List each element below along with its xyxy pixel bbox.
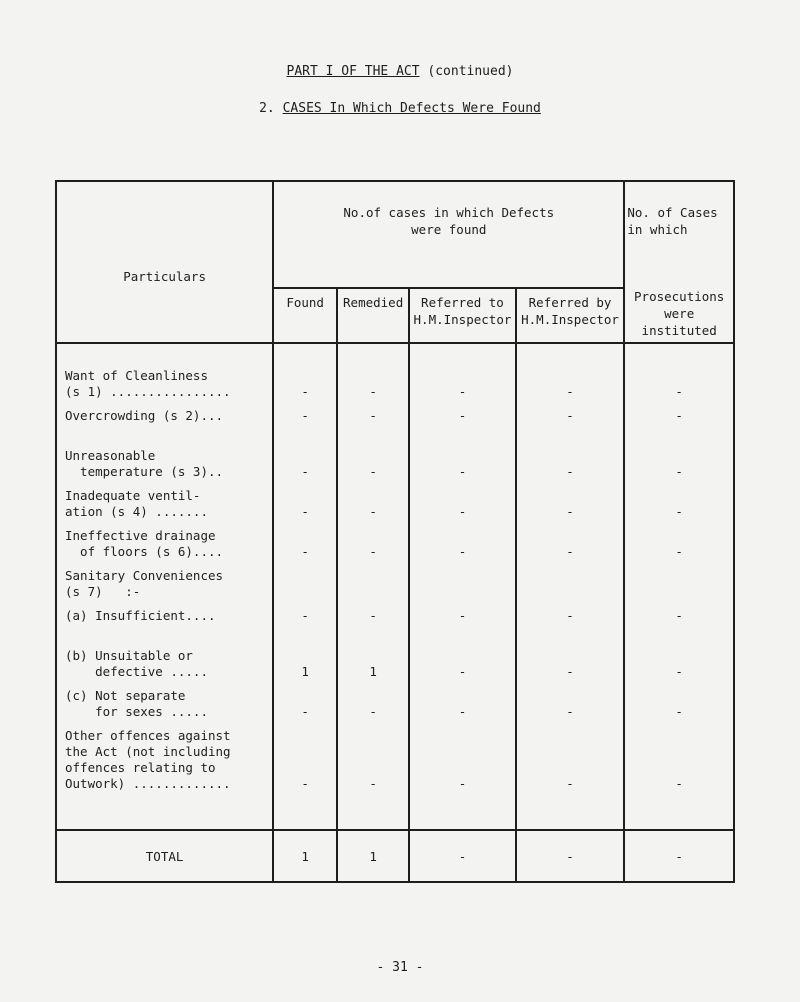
subheader-remedied bbox=[337, 288, 409, 343]
cell-prosecutions: - bbox=[675, 664, 683, 679]
subheader-referred-to bbox=[409, 288, 516, 343]
defects-table bbox=[55, 180, 735, 883]
cell-referred-to: - bbox=[458, 504, 467, 519]
cell-referred-by: - bbox=[566, 384, 574, 399]
cell-referred-to: - bbox=[458, 704, 467, 719]
particulars-line: defective ..... bbox=[65, 664, 208, 679]
remedied-column bbox=[337, 343, 409, 830]
subheader-found-label: Found bbox=[286, 295, 324, 310]
cell-found: - bbox=[301, 464, 309, 479]
cell-prosecutions: - bbox=[675, 608, 683, 623]
cell-found: - bbox=[301, 776, 309, 791]
header-prosecutions-line1: No. of Cases bbox=[627, 205, 718, 220]
cell-remedied: - bbox=[369, 464, 377, 479]
header-prosecutions bbox=[624, 181, 734, 288]
cell-remedied: - bbox=[369, 408, 377, 423]
cell-remedied: - bbox=[369, 776, 377, 791]
cell-referred-by: - bbox=[566, 608, 574, 623]
section-title-text: CASES In Which Defects Were Found bbox=[282, 101, 541, 116]
cell-remedied: - bbox=[369, 704, 377, 719]
header-particulars-label: Particulars bbox=[123, 268, 206, 284]
header-cases-line1: No.of cases in which Defects bbox=[343, 205, 555, 220]
subheader-prosecutions-line1: Prosecutions bbox=[634, 289, 725, 304]
page-number: - 31 - bbox=[376, 960, 424, 975]
subheader-found bbox=[273, 288, 337, 343]
cell-found: - bbox=[301, 544, 309, 559]
particulars-line: (c) Not separate bbox=[65, 688, 186, 703]
particulars-line: Outwork) ............. bbox=[65, 776, 231, 791]
cell-referred-by: - bbox=[566, 776, 574, 791]
particulars-line: Unreasonable bbox=[65, 448, 156, 463]
cell-referred-to: - bbox=[458, 776, 467, 791]
particulars-line: Want of Cleanliness bbox=[65, 368, 208, 383]
total-prosecutions: - bbox=[624, 830, 734, 882]
particulars-line: Overcrowding (s 2)... bbox=[65, 408, 224, 423]
cell-prosecutions: - bbox=[675, 464, 683, 479]
particulars-line: (a) Insufficient.... bbox=[65, 608, 216, 623]
total-remedied: 1 bbox=[337, 830, 409, 882]
particulars-line: Ineffective drainage bbox=[65, 528, 216, 543]
cell-remedied: - bbox=[369, 608, 377, 623]
particulars-line: the Act (not including bbox=[65, 744, 231, 759]
cell-found: - bbox=[301, 608, 309, 623]
total-row bbox=[56, 830, 734, 882]
subheader-referred-by bbox=[516, 288, 625, 343]
particulars-line: offences relating to bbox=[65, 760, 216, 775]
found-column bbox=[273, 343, 337, 830]
cell-prosecutions: - bbox=[675, 704, 683, 719]
particulars-line: Sanitary Conveniences bbox=[65, 568, 224, 583]
cell-remedied: 1 bbox=[369, 664, 377, 679]
cell-remedied: - bbox=[369, 504, 377, 519]
cell-found: - bbox=[301, 408, 309, 423]
prosecutions-column bbox=[624, 343, 734, 830]
cell-found: 1 bbox=[301, 664, 309, 679]
subheader-referred-by-line1: Referred by bbox=[528, 295, 612, 310]
subheader-remedied-label: Remedied bbox=[343, 295, 404, 310]
cell-referred-to: - bbox=[458, 608, 467, 623]
cell-prosecutions: - bbox=[675, 384, 683, 399]
cell-remedied: - bbox=[369, 544, 377, 559]
particulars-line: (s 7) :- bbox=[65, 584, 141, 599]
cell-referred-by: - bbox=[566, 504, 574, 519]
cell-prosecutions: - bbox=[675, 544, 683, 559]
particulars-column bbox=[56, 343, 273, 830]
cell-found: - bbox=[301, 504, 309, 519]
cell-referred-by: - bbox=[566, 464, 574, 479]
cell-referred-to: - bbox=[458, 384, 467, 399]
header-prosecutions-line2: in which bbox=[627, 222, 688, 237]
cell-referred-to: - bbox=[458, 464, 467, 479]
cell-referred-by: - bbox=[566, 704, 574, 719]
cell-found: - bbox=[301, 704, 309, 719]
particulars-line: for sexes ..... bbox=[65, 704, 208, 719]
header-cases-line2: were found bbox=[411, 222, 487, 237]
header-cases bbox=[273, 181, 624, 288]
cell-referred-to: - bbox=[458, 408, 467, 423]
referred-by-column bbox=[516, 343, 625, 830]
header-particulars bbox=[56, 181, 273, 343]
cell-referred-by: - bbox=[566, 408, 574, 423]
particulars-line: Other offences against bbox=[65, 728, 231, 743]
particulars-line: of floors (s 6).... bbox=[65, 544, 224, 559]
particulars-line: temperature (s 3).. bbox=[65, 464, 224, 479]
total-referred-to: - bbox=[409, 830, 516, 882]
part-title-text: PART I OF THE ACT bbox=[286, 64, 420, 79]
cell-remedied: - bbox=[369, 384, 377, 399]
section-title bbox=[0, 101, 800, 116]
particulars-line: (s 1) ................ bbox=[65, 384, 231, 399]
table-header-row bbox=[56, 181, 734, 288]
cell-referred-by: - bbox=[566, 544, 574, 559]
particulars-line: (b) Unsuitable or bbox=[65, 648, 193, 663]
total-found: 1 bbox=[273, 830, 337, 882]
subheader-referred-to-line1: Referred to bbox=[421, 295, 504, 310]
cell-referred-by: - bbox=[566, 664, 574, 679]
subheader-prosecutions-line3: instituted bbox=[641, 323, 717, 338]
subheader-referred-by-line2: H.M.Inspector bbox=[521, 312, 619, 327]
cell-found: - bbox=[301, 384, 309, 399]
cell-prosecutions: - bbox=[675, 408, 683, 423]
particulars-line: ation (s 4) ....... bbox=[65, 504, 208, 519]
total-label: TOTAL bbox=[56, 830, 273, 882]
cell-referred-to: - bbox=[458, 544, 467, 559]
subheader-prosecutions bbox=[624, 288, 734, 343]
subheader-prosecutions-line2: were bbox=[664, 306, 695, 321]
cell-prosecutions: - bbox=[675, 776, 683, 791]
total-referred-by: - bbox=[516, 830, 625, 882]
section-number: 2. bbox=[259, 101, 275, 116]
part-title-continued: (continued) bbox=[419, 64, 514, 79]
subheader-referred-to-line2: H.M.Inspector bbox=[413, 312, 512, 327]
particulars-line: Inadequate ventil- bbox=[65, 488, 201, 503]
table-body-row bbox=[56, 343, 734, 830]
cell-prosecutions: - bbox=[675, 504, 683, 519]
cell-referred-to: - bbox=[458, 664, 467, 679]
referred-to-column bbox=[409, 343, 516, 830]
part-title bbox=[0, 64, 800, 79]
